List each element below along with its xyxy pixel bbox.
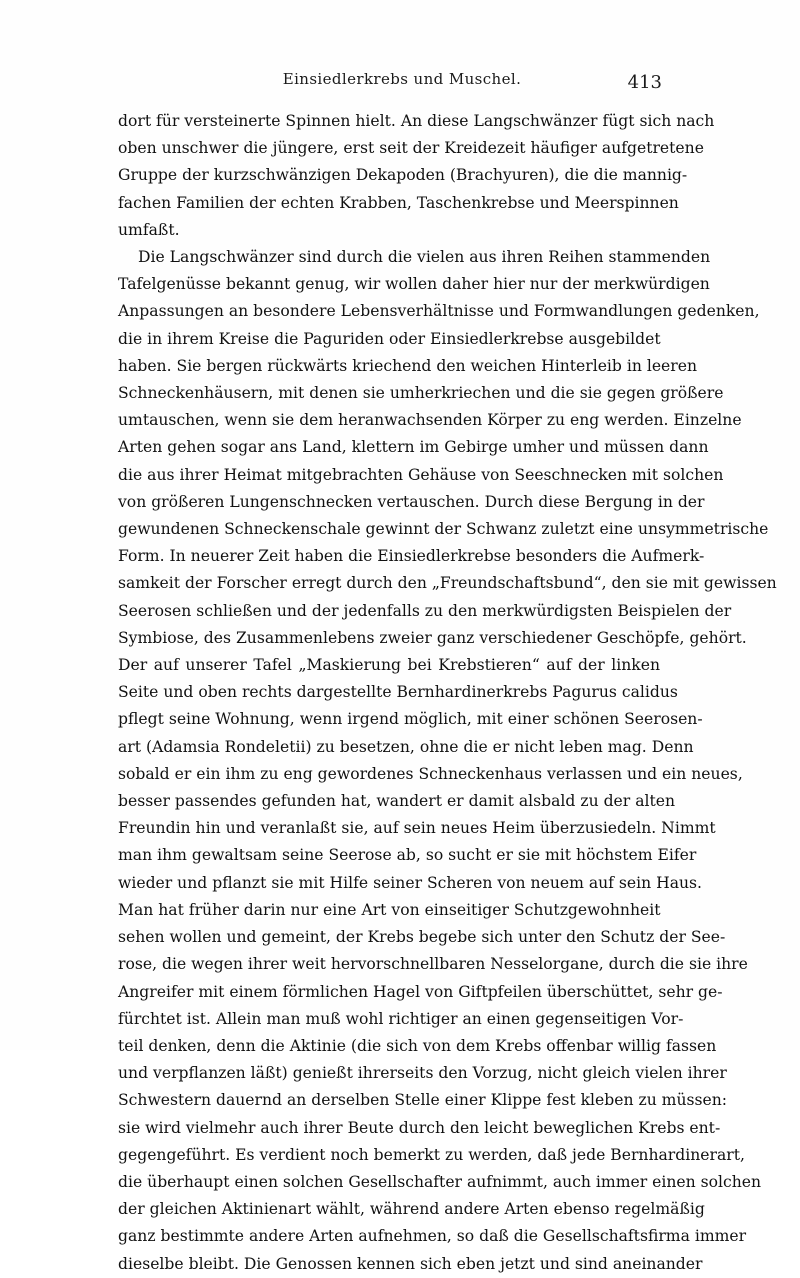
text-line: Seite und oben rechts dargestellte Bernhardinerkrebs Pagurus calidus bbox=[118, 683, 678, 702]
text-line: sie wird vielmehr auch ihrer Beute durch den leicht beweglichen Krebs ent- bbox=[118, 1118, 721, 1137]
text-line: Schneckenhäusern, mit denen sie umherkriechen und die sie gegen größere bbox=[118, 384, 724, 403]
running-title: Einsiedlerkrebs und Muschel. bbox=[282, 70, 522, 88]
text-line: gewundenen Schneckenschale gewinnt der Schwanz zuletzt eine unsymmetrische bbox=[118, 520, 769, 539]
page-number: 413 bbox=[627, 72, 662, 93]
text-line: Anpassungen an besondere Lebensverhältnisse und Formwandlungen gedenken, bbox=[118, 302, 760, 321]
text-line: gegengeführt. Es verdient noch bemerkt zu werden, daß jede Bernhardinerart, bbox=[118, 1145, 745, 1164]
text-line: sobald er ein ihm zu eng gewordenes Schneckenhaus verlassen und ein neues, bbox=[118, 764, 743, 783]
text-line: man ihm gewaltsam seine Seerose ab, so sucht er sie mit höchstem Eifer bbox=[118, 846, 697, 865]
text-line: Schwestern dauernd an derselben Stelle einer Klippe fest kleben zu müssen: bbox=[118, 1091, 728, 1110]
text-line: Freundin hin und veranlaßt sie, auf sein neues Heim überzusiedeln. Nimmt bbox=[118, 819, 716, 838]
text-line: Man hat früher darin nur eine Art von einseitiger Schutzgewohnheit bbox=[118, 900, 661, 919]
paragraph-start-line: Die Langschwänzer sind durch die vielen aus ihren Reihen stammenden bbox=[138, 248, 711, 267]
text-line: besser passendes gefunden hat, wandert er damit alsbald zu der alten bbox=[118, 792, 676, 811]
text-line: Arten gehen sogar ans Land, klettern im Gebirge umher und müssen dann bbox=[118, 438, 709, 457]
text-line: die in ihrem Kreise die Paguriden oder Einsiedlerkrebse ausgebildet bbox=[118, 329, 661, 348]
text-line: die aus ihrer Heimat mitgebrachten Gehäuse von Seeschnecken mit solchen bbox=[118, 465, 724, 484]
text-line: art (Adamsia Rondeletii) zu besetzen, ohne die er nicht leben mag. Denn bbox=[118, 737, 694, 756]
text-line: Angreifer mit einem förmlichen Hagel von Giftpfeilen überschüttet, sehr ge- bbox=[118, 982, 723, 1001]
text-line: teil denken, denn die Aktinie (die sich von dem Krebs offenbar willig fassen bbox=[118, 1036, 717, 1055]
text-line: Form. In neuerer Zeit haben die Einsiedlerkrebse besonders die Aufmerk- bbox=[118, 547, 705, 566]
text-line: dort für versteinerte Spinnen hielt. An diese Langschwänzer fügt sich nach bbox=[118, 112, 715, 130]
text-line: dieselbe bleibt. Die Genossen kennen sich eben jetzt und sind aneinander bbox=[118, 1254, 703, 1273]
text-line: wieder und pflanzt sie mit Hilfe seiner Scheren von neuem auf sein Haus. bbox=[118, 873, 703, 892]
text-line: Tafelgenüsse bekannt genug, wir wollen daher hier nur der merkwürdigen bbox=[118, 275, 710, 294]
text-line: von größeren Lungenschnecken vertauschen. Durch diese Bergung in der bbox=[118, 492, 705, 511]
text-line: fachen Familien der echten Krabben, Taschenkrebse und Meerspinnen bbox=[118, 193, 679, 212]
text-line: Seerosen schließen und der jedenfalls zu den merkwürdigsten Beispielen der bbox=[118, 601, 732, 620]
text-line: Symbiose, des Zusammenlebens zweier ganz verschiedener Geschöpfe, gehört. bbox=[118, 628, 747, 647]
text-line: haben. Sie bergen rückwärts kriechend den weichen Hinterleib in leeren bbox=[118, 356, 698, 375]
text-line: die überhaupt einen solchen Gesellschafter aufnimmt, auch immer einen solchen bbox=[118, 1172, 762, 1191]
text-line: der gleichen Aktinienart wählt, während andere Arten ebenso regelmäßig bbox=[118, 1200, 705, 1219]
text-line: fürchtet ist. Allein man muß wohl richtiger an einen gegenseitigen Vor- bbox=[118, 1009, 684, 1028]
text-line: oben unschwer die jüngere, erst seit der Kreidezeit häufiger aufgetretene bbox=[118, 139, 704, 158]
paragraph-end-line: umfaßt. bbox=[118, 220, 180, 239]
text-line: und verpflanzen läßt) genießt ihrerseits den Vorzug, nicht gleich vielen ihrer bbox=[118, 1064, 727, 1083]
text-line: rose, die wegen ihrer weit hervorschnellbaren Nesselorgane, durch die sie ihre bbox=[118, 955, 748, 974]
text-line: samkeit der Forscher erregt durch den „Freundschaftsbund“, den sie mit gewissen bbox=[118, 574, 777, 593]
text-line: Der auf unserer Tafel „Maskierung bei Krebstieren“ auf der linken bbox=[118, 656, 660, 675]
text-line: ganz bestimmte andere Arten aufnehmen, so daß die Gesellschaftsfirma immer bbox=[118, 1227, 747, 1246]
body-text bbox=[118, 108, 777, 1278]
text-line: pflegt seine Wohnung, wenn irgend möglich, mit einer schönen Seerosen- bbox=[118, 710, 703, 729]
text-line: umtauschen, wenn sie dem heranwachsenden Körper zu eng werden. Einzelne bbox=[118, 411, 742, 430]
text-line: Gruppe der kurzschwänzigen Dekapoden (Brachyuren), die die mannig- bbox=[118, 166, 688, 185]
text-line: sehen wollen und gemeint, der Krebs begebe sich unter den Schutz der See- bbox=[118, 928, 726, 947]
